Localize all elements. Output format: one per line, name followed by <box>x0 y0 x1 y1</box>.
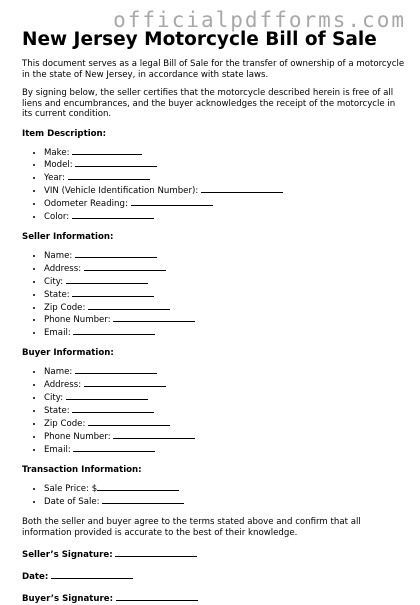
field-label: Make: <box>44 147 70 158</box>
field-label: Phone Number: <box>44 431 111 442</box>
buyer-information-list <box>22 365 407 455</box>
date-of-sale-blank[interactable] <box>102 495 184 504</box>
vin-blank[interactable] <box>201 184 283 193</box>
seller-email-blank[interactable] <box>73 326 155 335</box>
buyer-address-blank[interactable] <box>84 378 166 387</box>
seller-phone-blank[interactable] <box>113 313 195 322</box>
buyer-city-blank[interactable] <box>66 391 148 400</box>
document <box>22 28 407 605</box>
item-description-list <box>22 146 407 223</box>
field-sale-price <box>44 482 407 495</box>
field-label: Sale Price: $ <box>44 483 98 494</box>
seller-field-address <box>44 262 407 275</box>
buyer-field-phone <box>44 430 407 443</box>
field-label: State: <box>44 406 70 416</box>
transaction-information-heading: Transaction Information: <box>22 464 142 475</box>
field-label: VIN (Vehicle Identification Number): <box>44 186 199 197</box>
intro-paragraph-legal: This document serves as a legal Bill of Sale for the transfer of ownership of a motorcycle in the state of New Jersey, in accordance with state laws. <box>22 59 405 80</box>
field-label: Name: <box>44 250 73 261</box>
seller-field-name <box>44 249 407 262</box>
field-vin <box>44 184 407 197</box>
field-model <box>44 158 407 171</box>
field-odometer <box>44 197 407 210</box>
year-blank[interactable] <box>68 171 150 180</box>
field-label: Color: <box>44 212 70 223</box>
buyer-email-blank[interactable] <box>73 443 155 452</box>
buyer-information-heading: Buyer Information: <box>22 348 114 359</box>
item-description-heading: Item Description: <box>22 128 107 139</box>
transaction-information-list <box>22 482 407 508</box>
field-label: Email: <box>44 328 71 339</box>
buyer-state-blank[interactable] <box>72 404 154 413</box>
field-make <box>44 146 407 159</box>
buyer-signature-line <box>22 592 407 605</box>
seller-state-blank[interactable] <box>72 288 154 297</box>
buyer-field-name <box>44 365 407 378</box>
field-year <box>44 171 407 184</box>
field-label: Zip Code: <box>44 418 86 429</box>
seller-field-state <box>44 288 407 301</box>
seller-signature-label: Seller’s Signature: <box>22 550 113 561</box>
model-blank[interactable] <box>75 158 157 167</box>
buyer-signature-blank[interactable] <box>116 592 198 601</box>
field-date-of-sale <box>44 495 407 508</box>
seller-field-city <box>44 275 407 288</box>
field-label: Model: <box>44 160 73 171</box>
seller-signature-blank[interactable] <box>115 548 197 557</box>
field-label: Date of Sale: <box>44 496 100 507</box>
buyer-field-email <box>44 443 407 456</box>
field-color <box>44 210 407 223</box>
seller-city-blank[interactable] <box>66 275 148 284</box>
seller-information-heading: Seller Information: <box>22 231 114 242</box>
seller-field-zip <box>44 301 407 314</box>
buyer-field-address <box>44 378 407 391</box>
seller-name-blank[interactable] <box>75 249 157 258</box>
field-label: Phone Number: <box>44 315 111 326</box>
buyer-name-blank[interactable] <box>75 365 157 374</box>
seller-signature-line <box>22 548 407 561</box>
buyer-zip-blank[interactable] <box>88 417 170 426</box>
signature-date-blank[interactable] <box>51 570 133 579</box>
seller-zip-blank[interactable] <box>88 301 170 310</box>
buyer-field-city <box>44 391 407 404</box>
field-label: City: <box>44 393 64 404</box>
color-blank[interactable] <box>72 210 154 219</box>
watermark: officialpdfforms.com <box>113 8 406 32</box>
odometer-blank[interactable] <box>131 197 213 206</box>
buyer-field-state <box>44 404 407 417</box>
field-label: Odometer Reading: <box>44 199 128 210</box>
field-label: Name: <box>44 367 73 378</box>
field-label: Year: <box>44 173 65 184</box>
field-label: State: <box>44 289 70 300</box>
seller-address-blank[interactable] <box>84 262 166 271</box>
closing-paragraph: Both the seller and buyer agree to the terms stated above and confirm that all information provided is accurate to the best of their knowledge. <box>22 517 361 538</box>
document-title: New Jersey Motorcycle Bill of Sale <box>22 29 377 50</box>
sale-price-blank[interactable] <box>97 482 179 491</box>
buyer-signature-label: Buyer’s Signature: <box>22 594 114 605</box>
buyer-phone-blank[interactable] <box>113 430 195 439</box>
date-label: Date: <box>22 572 49 583</box>
seller-field-email <box>44 326 407 339</box>
field-label: Address: <box>44 380 82 391</box>
intro-paragraph-certification: By signing below, the seller certifies that the motorcycle described herein is free of all liens and encumbrances, and the buyer acknowledges the receipt of the motorcycle in its current condition. <box>22 88 396 119</box>
seller-information-list <box>22 249 407 339</box>
buyer-field-zip <box>44 417 407 430</box>
make-blank[interactable] <box>72 146 142 155</box>
field-label: Address: <box>44 263 82 274</box>
field-label: City: <box>44 276 64 287</box>
signature-date-line <box>22 570 407 583</box>
field-label: Zip Code: <box>44 302 86 313</box>
field-label: Email: <box>44 444 71 455</box>
seller-field-phone <box>44 313 407 326</box>
